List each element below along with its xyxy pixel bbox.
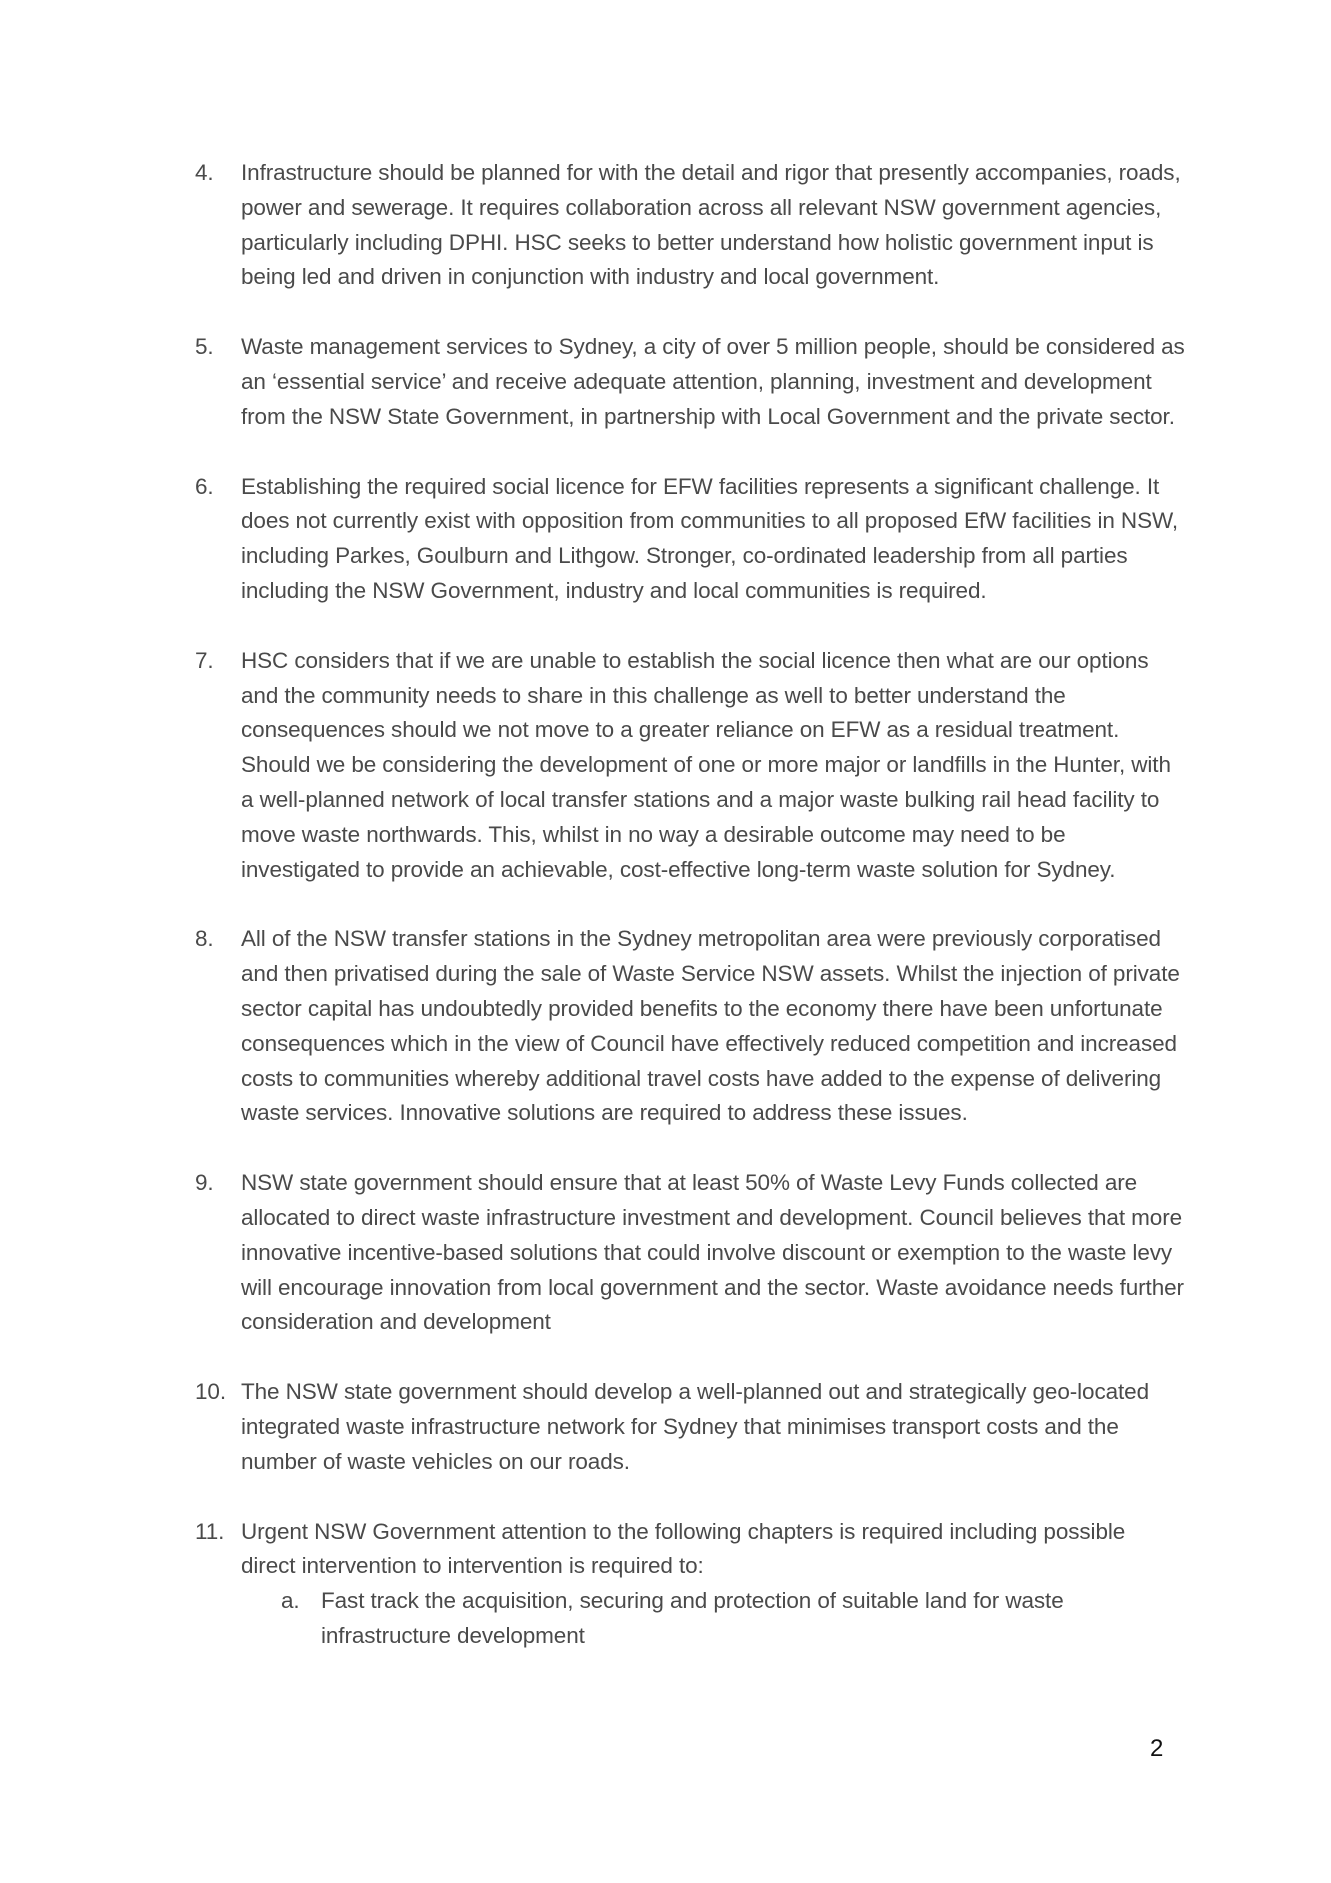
list-item-number: 6. [195,473,214,499]
page-number: 2 [1150,1735,1164,1762]
list-item-number: 9. [195,1170,214,1196]
list-item [195,156,1185,295]
list-item-text: HSC considers that if we are unable to establish the social licence then what are our options and the community needs to share in this challenge as well to better understand the consequences should we not move to a greater reliance on EFW as a residual treatment. Should we be considering the development of one or more major or landfills in the Hunter, with a well-planned network of local transfer stations and a major waste bulking rail head facility to move waste northwards. This, whilst in no way a desirable outcome may need to be investigated to provide an achievable, cost-effective long-term waste solution for Sydney. [241,647,1171,882]
list-item-text: Urgent NSW Government attention to the following chapters is required including possible direct intervention to intervention is required to: [241,1518,1126,1579]
list-item-number: 5. [195,334,214,360]
sub-list-item-letter: a. [281,1588,300,1614]
sub-list [241,1584,1185,1654]
recommendations-list [195,156,1185,1689]
list-item-number: 10. [195,1379,226,1405]
list-item-text: NSW state government should ensure that at least 50% of Waste Levy Funds collected are allocated to direct waste infrastructure investment and development. Council believes that more innovative incentive-based solutions that could involve discount or exemption to the waste levy will encourage innovation from local government and the sector. Waste avoidance needs further consideration and development [241,1170,1184,1335]
list-item [195,470,1185,609]
list-item [195,922,1185,1131]
list-item-text: The NSW state government should develop a well-planned out and strategically geo-located integrated waste infrastructure network for Sydney that minimises transport costs and the number of waste vehicles on our roads. [241,1379,1149,1474]
list-item [195,1375,1185,1479]
list-item-number: 7. [195,647,214,673]
list-item [195,644,1185,888]
list-item-number: 4. [195,160,214,185]
list-item-text: Establishing the required social licence for EFW facilities represents a significant challenge. It does not currently exist with opposition from communities to all proposed EfW facilities in NSW, including Parkes, Goulburn and Lithgow. Stronger, co-ordinated leadership from all parties including the NSW Government, industry and local communities is required. [241,473,1179,603]
list-item [195,1166,1185,1340]
list-item-number: 11. [195,1518,225,1544]
list-item [195,1515,1185,1654]
sub-list-item [241,1584,1185,1654]
list-item-text: Waste management services to Sydney, a city of over 5 million people, should be considered as an ‘essential service’ and receive adequate attention, planning, investment and development from the NSW State Government, in partnership with Local Government and the private sector. [241,334,1185,429]
sub-list-item-text: Fast track the acquisition, securing and protection of suitable land for waste infrastructure development [321,1588,1064,1648]
list-item-number: 8. [195,926,214,952]
list-item-text: Infrastructure should be planned for with the detail and rigor that presently accompanies, roads, power and sewerage. It requires collaboration across all relevant NSW government agencies, particularly including DPHI. HSC seeks to better understand how holistic government input is being led and driven in conjunction with industry and local government. [241,160,1181,290]
list-item-text: All of the NSW transfer stations in the Sydney metropolitan area were previously corporatised and then privatised during the sale of Waste Service NSW assets. Whilst the injection of private sector capital has undoubtedly provided benefits to the economy there have been unfortunate consequences which in the view of Council have effectively reduced competition and increased costs to communities whereby additional travel costs have added to the expense of delivering waste services. Innovative solutions are required to address these issues. [241,926,1180,1126]
list-item [195,330,1185,434]
